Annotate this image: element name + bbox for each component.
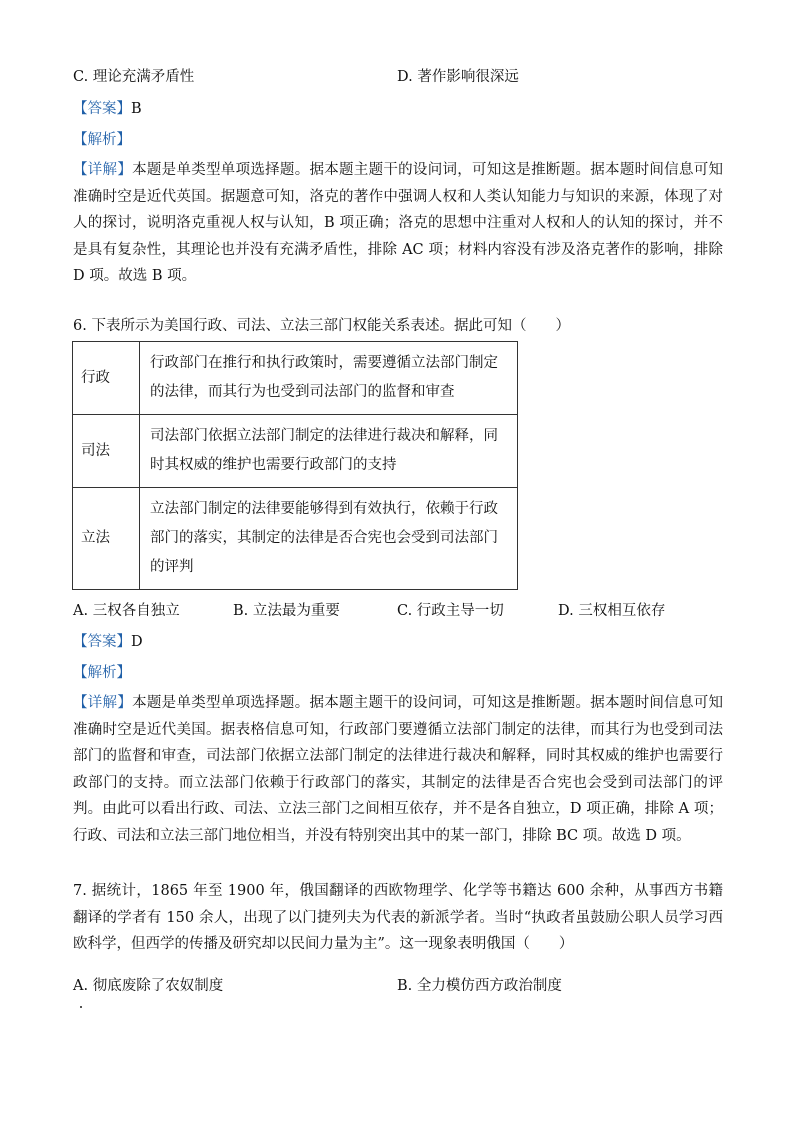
description-cell: 行政部门在推行和执行政策时，需要遵循立法部门制定的法律，而其行为也受到司法部门的监督和审查 (140, 342, 518, 415)
description-cell: 司法部门依据立法部门制定的法律进行裁决和解释，同时其权威的维护也需要行政部门的支持 (140, 415, 518, 488)
q7-stem: 7. 据统计，1865 年至 1900 年，俄国翻译的西欧物理学、化学等书籍达 600 余种，从事西方书籍翻译的学者有 150 余人，出现了以门捷列夫为代表的新派学者。当时“执政者虽鼓励公职人员学习西欧科学，但西学的传播及研究却以民间力量为主”。这一现象表明俄国（ ） (73, 883, 723, 953)
q7-option-a[interactable]: A. 彻底废除了农奴制度 (73, 978, 224, 994)
q6-answer (73, 632, 143, 652)
branch-cell: 立法 (73, 488, 140, 590)
powers-table (72, 341, 518, 590)
table-row (73, 415, 518, 488)
table-row (73, 342, 518, 415)
detail-text: 本题是单类型单项选择题。据本题主题干的设问词，可知这是推断题。据本题时间信息可知准确时空是近代英国。据题意可知，洛克的著作中强调人权和人类认知能力与知识的来源，体现了对人的探讨，说明洛克重视人权与认知，B 项正确；洛克的思想中注重对人权和人的认知的探讨，并不是具有复杂性，其理论也并没有充满矛盾性，排除 AC 项；材料内容没有涉及洛克著作的影响，排除 D 项。故选 B 项。 (73, 162, 724, 285)
answer-tag: 【答案】 (73, 101, 131, 117)
q5-option-c[interactable]: C. 理论充满矛盾性 (73, 69, 195, 85)
q6-detail-paragraph (73, 690, 723, 850)
q6-option-b[interactable]: B. 立法最为重要 (233, 603, 340, 619)
q7-option-b[interactable]: B. 全力模仿西方政治制度 (397, 978, 562, 994)
detail-tag: 【详解】 (73, 162, 133, 178)
q6-option-a[interactable]: A. 三权各自独立 (73, 603, 180, 619)
q6-analysis-tag: 【解析】 (73, 665, 131, 681)
q6-stem: 6. 下表所示为美国行政、司法、立法三部门权能关系表述。据此可知（ ） (73, 318, 570, 334)
q5-detail-paragraph (73, 157, 723, 290)
table-row (73, 488, 518, 590)
answer-value: D (131, 634, 143, 650)
detail-tag: 【详解】 (73, 695, 133, 711)
answer-tag: 【答案】 (73, 634, 131, 650)
branch-cell: 行政 (73, 342, 140, 415)
q5-answer (73, 99, 142, 119)
detail-text: 本题是单类型单项选择题。据本题主题干的设问词，可知这是推断题。据本题时间信息可知准确时空是近代美国。据表格信息可知，行政部门要遵循立法部门制定的法律，而其行为也受到司法部门的监督和审查，司法部门依据立法部门制定的法律进行裁决和解释，同时其权威的维护也需要行政部门的支持。而立法部门依赖于行政部门的落实，其制定的法律是否合宪也会受到司法部门的评判。由此可以看出行政、司法、立法三部门之间相互依存，并不是各自独立，D 项正确，排除 A 项；行政、司法和立法三部门地位相当，并没有特别突出其中的某一部门，排除 BC 项。故选 D 项。 (73, 695, 724, 844)
branch-cell: 司法 (73, 415, 140, 488)
q6-option-c[interactable]: C. 行政主导一切 (397, 603, 504, 619)
stray-mark (80, 1006, 82, 1008)
q5-option-d[interactable]: D. 著作影响很深远 (397, 69, 519, 85)
answer-value: B (131, 101, 142, 117)
q6-option-d[interactable]: D. 三权相互依存 (558, 603, 666, 619)
q5-analysis-tag: 【解析】 (73, 132, 131, 148)
description-cell: 立法部门制定的法律要能够得到有效执行，依赖于行政部门的落实，其制定的法律是否合宪也会受到司法部门的评判 (140, 488, 518, 590)
